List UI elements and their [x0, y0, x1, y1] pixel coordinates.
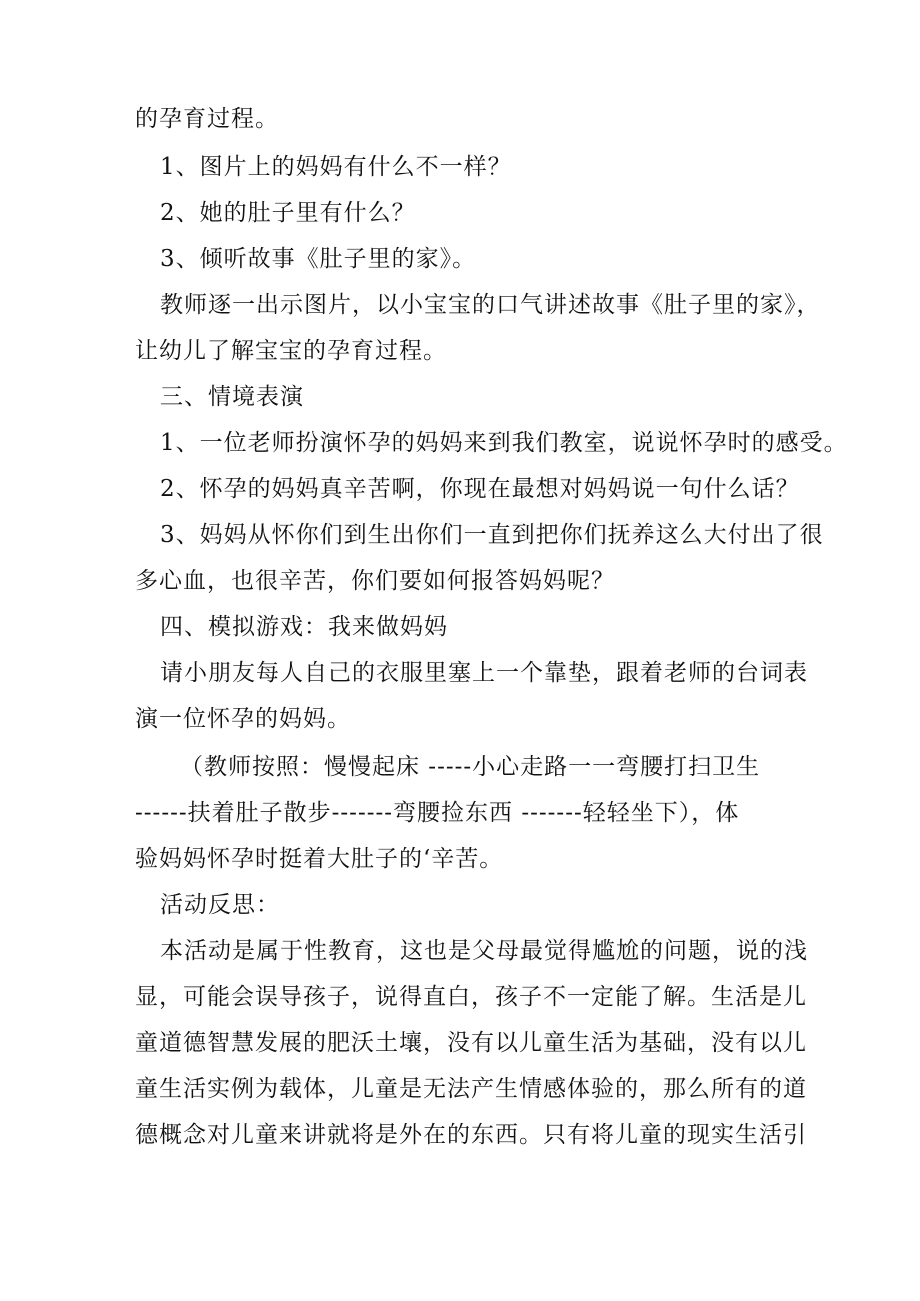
paragraph-line: 请小朋友每人自己的衣服里塞上一个靠垫，跟着老师的台词表: [160, 660, 808, 686]
section-heading: 三、情境表演: [160, 384, 304, 410]
list-item: 1、一位老师扮演怀孕的妈妈来到我们教室，说说怀孕时的感受。: [160, 430, 848, 456]
paragraph-line: 显，可能会误导孩子，说得直白，孩子不一定能了解。生活是儿: [135, 984, 807, 1010]
text-line: 的孕育过程。: [135, 106, 279, 132]
paragraph-line: 德概念对儿童来讲就将是外在的东西。只有将儿童的现实生活引: [135, 1122, 807, 1148]
list-item: 1、图片上的妈妈有什么不一样？: [160, 154, 512, 180]
list-item: 2、怀孕的妈妈真辛苦啊，你现在最想对妈妈说一句什么话？: [160, 476, 800, 502]
paragraph-line: 教师逐一出示图片，以小宝宝的口气讲述故事《肚子里的家》，: [160, 292, 821, 318]
paragraph-line: 让幼儿了解宝宝的孕育过程。: [135, 338, 447, 364]
paragraph-line: 多心血，也很辛苦，你们要如何报答妈妈呢？: [135, 568, 615, 594]
paragraph-line: 本活动是属于性教育，这也是父母最觉得尴尬的问题，说的浅: [160, 938, 808, 964]
paragraph-line: ------扶着肚子散步-------弯腰捡东西 -------轻轻坐下），体: [135, 800, 740, 826]
section-heading: 四、模拟游戏：我来做妈妈: [160, 614, 448, 640]
paragraph-line: 童道德智慧发展的肥沃土壤，没有以儿童生活为基础，没有以儿: [135, 1030, 807, 1056]
list-item: 3、倾听故事《肚子里的家》。: [160, 246, 477, 272]
paragraph-line: 演一位怀孕的妈妈。: [135, 706, 351, 732]
paragraph-line: 验妈妈怀孕时挺着大肚子的‘辛苦。: [135, 846, 504, 872]
list-item: 2、她的肚子里有什么？: [160, 200, 416, 226]
paragraph-line: （教师按照：慢慢起床 -----小心走路一一弯腰打扫卫生: [180, 754, 761, 780]
section-heading: 活动反思：: [160, 892, 280, 918]
paragraph-line: 童生活实例为载体，儿童是无法产生情感体验的，那么所有的道: [135, 1076, 807, 1102]
list-item: 3、妈妈从怀你们到生出你们一直到把你们抚养这么大付出了很: [160, 522, 824, 548]
